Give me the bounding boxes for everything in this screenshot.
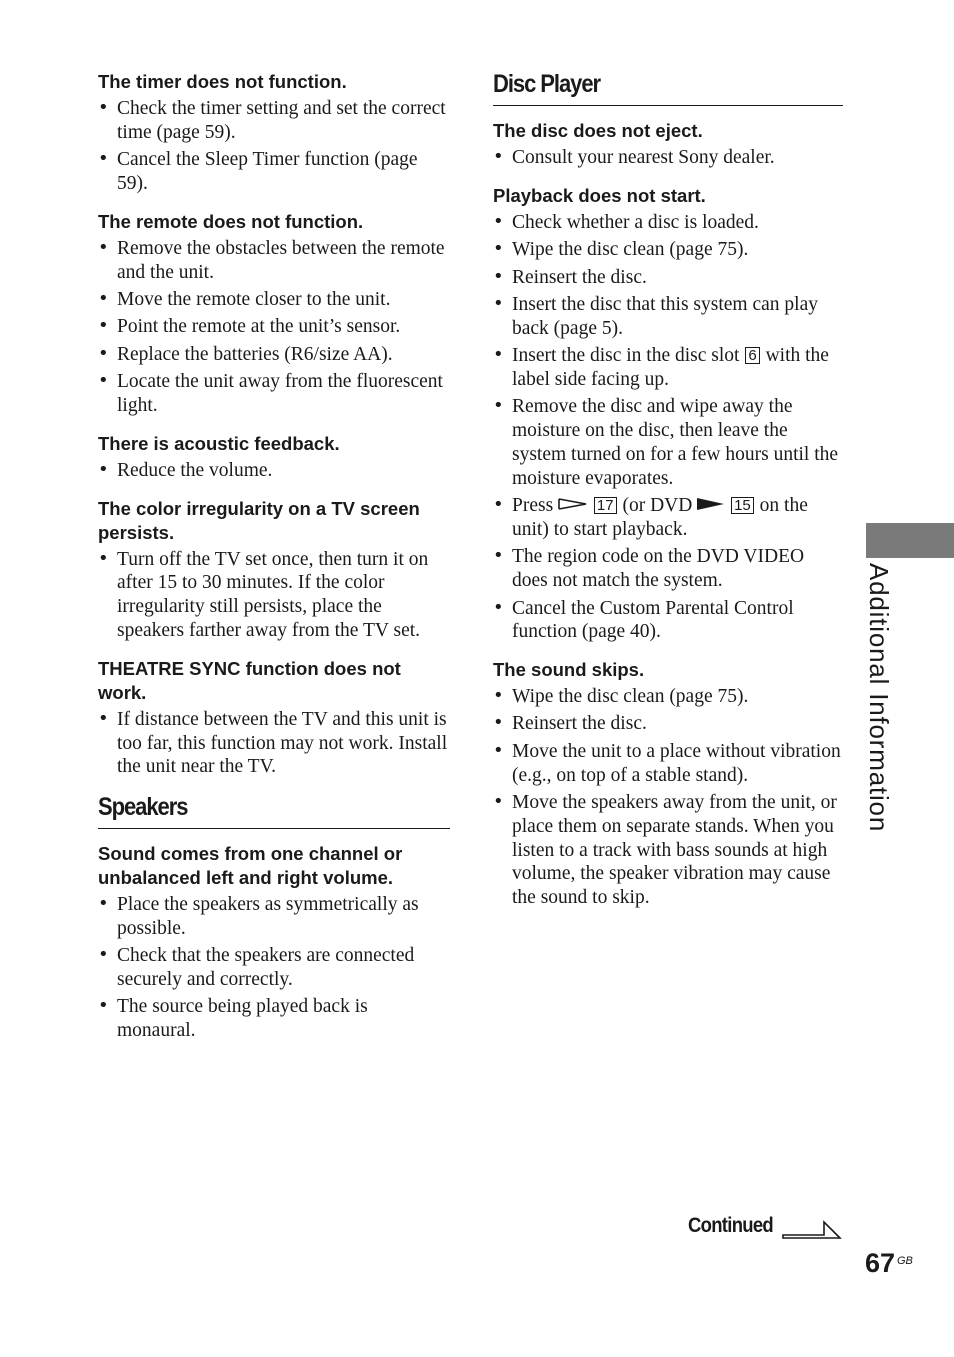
question-heading: There is acoustic feedback. [98,432,340,454]
press-text-mid: (or DVD [622,495,693,517]
list-item: • Check that the speakers are connected securely and correctly. [98,944,450,992]
press-text-post: on the unit) to start playback. [512,495,808,540]
disc-slot-number-box: 6 [745,347,759,364]
list-item: • Turn off the TV set once, then turn it on after 15 to 30 minutes. If the color irregularity still persists, place the speakers farther away from the TV set. [98,548,450,643]
list-item: • Consult your nearest Sony dealer. [493,146,843,170]
trouble-group-color [98,497,450,643]
list-item: • Move the remote closer to the unit. [98,288,450,312]
play-outline-icon [558,497,588,511]
list-item: • Remove the obstacles between the remote and the unit. [98,237,450,285]
trouble-group-playback [493,184,843,644]
list-item: • Reinsert the disc. [493,712,843,736]
trouble-group-remote [98,210,450,418]
solution-list [98,708,450,779]
list-item: • If distance between the TV and this unit is too far, this function may not work. Install the unit near the TV. [98,708,450,779]
question-heading: The remote does not function. [98,210,364,232]
solution-list [98,548,450,643]
page-number-suffix: GB [897,1255,913,1267]
dvd-play-number-box: 15 [731,497,754,514]
right-column [493,70,843,924]
trouble-group-feedback [98,432,450,483]
left-column [98,70,450,1057]
list-item: • Remove the disc and wipe away the moisture on the disc, then leave the system turned on for a few hours until the moisture evaporates. [493,395,843,490]
solution-list [493,685,843,910]
trouble-group-theatre-sync [98,657,450,779]
slot-text-post: with the label side facing up. [512,345,829,390]
section-title-speakers: Speakers [98,793,188,822]
question-heading: The timer does not function. [98,71,347,92]
question-heading: Playback does not start. [493,184,706,206]
list-item: • Wipe the disc clean (page 75). [493,238,843,262]
question-heading: The disc does not eject. [493,120,703,141]
list-item: • Cancel the Custom Parental Control function (page 40). [493,597,843,645]
list-item: • Point the remote at the unit’s sensor. [98,315,450,339]
solution-list [493,211,843,644]
disc-player-section-rule [493,70,843,106]
list-item: • Reinsert the disc. [493,266,843,290]
question-heading: The sound skips. [493,659,645,681]
list-item [493,344,843,392]
trouble-group-skips [493,658,843,910]
list-item: • Check the timer setting and set the correct time (page 59). [98,97,450,145]
list-item: • Wipe the disc clean (page 75). [493,685,843,709]
solution-list [98,237,450,418]
solution-list [98,97,450,196]
trouble-group-speakers [98,842,450,1043]
play-filled-icon [697,497,725,511]
list-item: • Reduce the volume. [98,459,450,483]
list-item [493,494,843,542]
question-heading: Sound comes from one channel or unbalanced left and right volume. [98,843,403,889]
list-item: • Check whether a disc is loaded. [493,211,843,235]
side-tab-label: Additional Information [864,563,894,833]
question-heading: THEATRE SYNC function does not work. [98,657,401,703]
list-item: • Move the speakers away from the unit, or place them on separate stands. When you listen to a track with bass sounds at high volume, the speaker vibration may cause the sound to skip. [493,791,843,910]
list-item: • Locate the unit away from the fluorescent light. [98,370,450,418]
question-heading: The color irregularity on a TV screen persists. [98,497,420,543]
slot-text-pre: Insert the disc in the disc slot [512,345,740,367]
trouble-group-eject [493,119,843,170]
speakers-section-rule [98,793,450,829]
solution-list [98,893,450,1043]
list-item: • Move the unit to a place without vibration (e.g., on top of a stable stand). [493,740,843,788]
side-tab-marker [866,523,954,558]
continued-arrow-icon [782,1218,842,1242]
list-item: • Place the speakers as symmetrically as possible. [98,893,450,941]
play-button-number-box: 17 [594,497,617,514]
list-item: • The region code on the DVD VIDEO does not match the system. [493,545,843,593]
solution-list [493,146,843,170]
section-title-disc-player: Disc Player [493,70,601,98]
continued-label: Continued [688,1214,774,1237]
list-item: • The source being played back is monaural. [98,995,450,1043]
trouble-group-timer [98,70,450,196]
page-number: 67 [865,1248,896,1278]
list-item: • Replace the batteries (R6/size AA). [98,343,450,367]
list-item: • Insert the disc that this system can play back (page 5). [493,293,843,341]
solution-list [98,459,450,483]
press-text-pre: Press [512,495,554,517]
list-item: • Cancel the Sleep Timer function (page 59). [98,148,450,196]
